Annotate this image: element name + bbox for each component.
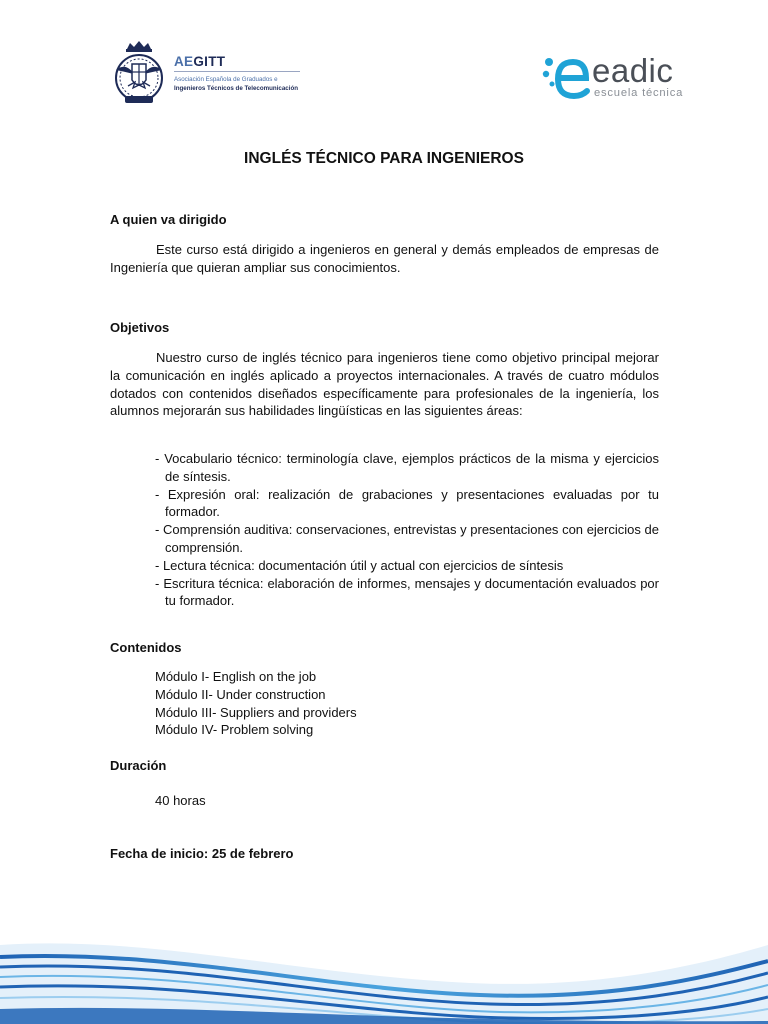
- aegitt-subtitle-line1: Asociación Española de Graduados e: [174, 76, 278, 83]
- aegitt-brand-prefix: AE: [174, 54, 194, 69]
- decorative-waves-icon: [0, 905, 768, 1024]
- aegitt-logo: [108, 40, 303, 106]
- modules-list: [155, 668, 357, 739]
- eadic-e-icon: [542, 52, 592, 100]
- audience-text: Este curso está dirigido a ingenieros en general y demás empleados de empresas de Ingeniería que quieran ampliar sus conocimientos.: [110, 242, 659, 275]
- list-item: Módulo II- Under construction: [155, 686, 326, 702]
- list-item: Módulo III- Suppliers and providers: [155, 704, 357, 720]
- objectives-paragraph: [110, 349, 659, 420]
- audience-paragraph: [110, 241, 659, 277]
- duration-value: 40 horas: [155, 793, 206, 808]
- list-item: - Comprensión auditiva: conservaciones, entrevistas y presentaciones con ejercicios de comprensión.: [155, 522, 659, 555]
- list-item: - Escritura técnica: elaboración de informes, mensajes y documentación evaluados por tu formador.: [155, 575, 659, 609]
- eadic-name: eadic: [592, 52, 674, 89]
- list-item: - Vocabulario técnico: terminología clave, ejemplos prácticos de la misma y ejercicios de síntesis.: [155, 451, 659, 484]
- eadic-logo: [542, 52, 704, 104]
- list-item: - Lectura técnica: documentación útil y actual con ejercicios de síntesis: [155, 557, 564, 573]
- list-item: Módulo I- English on the job: [155, 669, 317, 684]
- objectives-list: [155, 450, 659, 610]
- start-date-heading: Fecha de inicio: 25 de febrero: [110, 846, 294, 861]
- aegitt-subtitle-line2: Ingenieros Técnicos de Telecomunicación: [174, 85, 299, 92]
- document-title: INGLÉS TÉCNICO PARA INGENIEROS: [244, 150, 524, 167]
- objectives-text: Nuestro curso de inglés técnico para ingenieros tiene como objetivo principal mejorar la comunicación en inglés aplicado a proyectos internacionales. A través de cuatro módulos dotados con contenidos diseñados específicamente para profesionales de la ingeniería, los alumnos mejorarán sus habilidades lingüísticas en las siguientes áreas:: [110, 350, 659, 419]
- aegitt-divider: [174, 71, 300, 72]
- aegitt-brand-suffix: GITT: [193, 54, 226, 69]
- list-item: Módulo IV- Problem solving: [155, 722, 314, 738]
- aegitt-seal-icon: [108, 40, 170, 106]
- section-heading-audience: A quien va dirigido: [110, 212, 227, 227]
- eadic-tagline: escuela técnica: [594, 87, 684, 99]
- section-heading-contents: Contenidos: [110, 640, 182, 655]
- section-heading-duration: Duración: [110, 758, 167, 773]
- list-item: - Expresión oral: realización de grabaciones y presentaciones evaluadas por tu formador.: [155, 486, 659, 520]
- section-heading-objectives: Objetivos: [110, 320, 170, 335]
- aegitt-brand: [174, 54, 225, 69]
